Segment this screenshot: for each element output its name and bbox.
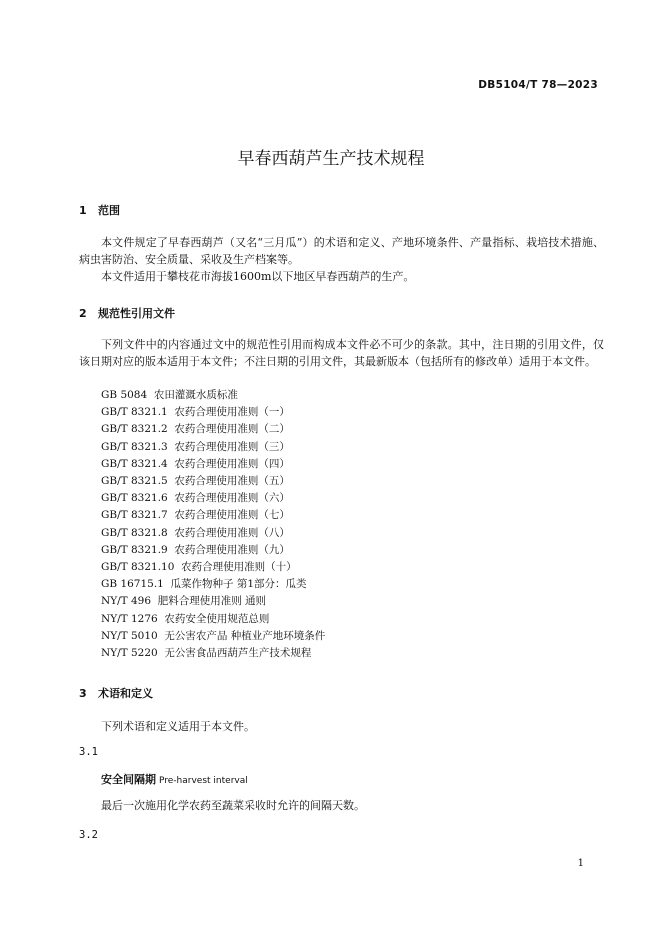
- term-definition: 最后一次施用化学农药至蔬菜采收时允许的间隔天数。: [101, 799, 365, 812]
- reference-item: GB/T 8321.3 农药合理使用准则（三）: [101, 440, 290, 453]
- section-number: 3: [79, 687, 87, 700]
- terms-intro: 下列术语和定义适用于本文件。: [101, 720, 255, 733]
- section-3-heading: [79, 685, 153, 701]
- term-heading: [101, 771, 248, 787]
- reference-item: NY/T 1276 农药安全使用规范总则: [101, 612, 270, 625]
- document-code: DB5104/T 78—2023: [478, 79, 598, 91]
- reference-item: GB/T 8321.2 农药合理使用准则（二）: [101, 423, 290, 436]
- section-title: 规范性引用文件: [98, 307, 175, 320]
- reference-item: GB/T 8321.10 农药合理使用准则（十）: [101, 561, 297, 574]
- reference-item: GB/T 8321.5 农药合理使用准则（五）: [101, 475, 290, 488]
- reference-item: GB/T 8321.1 农药合理使用准则（一）: [101, 406, 290, 419]
- scope-paragraph-1: 本文件规定了早春西葫芦（又名“三月瓜”）的术语和定义、产地环境条件、产量指标、栽培技术措施、病虫害防治、安全质量、采收及生产档案等。: [79, 236, 604, 266]
- reference-item: NY/T 496 肥料合理使用准则 通则: [101, 595, 267, 608]
- reference-item: NY/T 5220 无公害食品西葫芦生产技术规程: [101, 647, 312, 660]
- section-number: 1: [79, 204, 87, 217]
- section-2-heading: [79, 305, 175, 321]
- subsection-number: 3.2: [79, 829, 98, 841]
- subsection-number: 3.1: [79, 746, 98, 758]
- reference-item: GB/T 8321.6 农药合理使用准则（六）: [101, 492, 290, 505]
- reference-item: GB 5084 农田灌溉水质标准: [101, 389, 238, 401]
- reference-item: GB/T 8321.9 农药合理使用准则（九）: [101, 543, 290, 556]
- term-english: Pre-harvest interval: [159, 776, 248, 786]
- scope-paragraph-2: 本文件适用于攀枝花市海拔1600m以下地区早春西葫芦的生产。: [101, 270, 415, 283]
- page-number: 1: [577, 858, 584, 869]
- references-intro: 下列文件中的内容通过文中的规范性引用而构成本文件必不可少的条款。其中，注日期的引用文件，仅该日期对应的版本适用于本文件；不注日期的引用文件，其最新版本（包括所有的修改单）适用于本文件。: [79, 338, 604, 368]
- term-chinese: 安全间隔期: [101, 773, 156, 786]
- reference-item: GB/T 8321.7 农药合理使用准则（七）: [101, 509, 290, 522]
- reference-item: GB 16715.1 瓜菜作物种子 第1部分：瓜类: [101, 578, 307, 591]
- section-1-heading: [79, 202, 120, 218]
- section-title: 术语和定义: [98, 687, 153, 700]
- reference-list: [101, 387, 325, 662]
- section-title: 范围: [98, 204, 120, 217]
- reference-item: GB/T 8321.4 农药合理使用准则（四）: [101, 457, 290, 470]
- document-title: 早春西葫芦生产技术规程: [237, 149, 425, 169]
- section-number: 2: [79, 307, 87, 320]
- reference-item: NY/T 5010 无公害农产品 种植业产地环境条件: [101, 629, 326, 642]
- reference-item: GB/T 8321.8 农药合理使用准则（八）: [101, 526, 290, 539]
